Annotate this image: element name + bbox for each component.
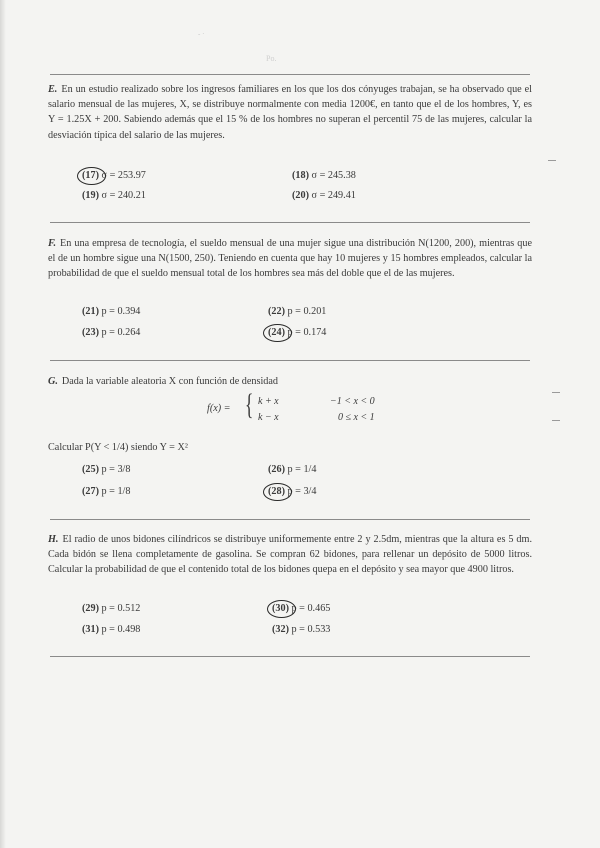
brace: { xyxy=(244,388,254,421)
option-value: p = 0.465 xyxy=(291,603,331,614)
option-number: (23) xyxy=(82,327,99,338)
option-23[interactable] xyxy=(82,327,140,338)
option-18[interactable] xyxy=(292,170,356,181)
problem-e-letter: E. xyxy=(48,84,58,95)
option-value: σ = 240.21 xyxy=(101,190,146,201)
option-value: p = 0.394 xyxy=(101,306,141,317)
option-26[interactable] xyxy=(268,464,316,475)
option-number: (20) xyxy=(292,190,309,201)
option-number: (30) xyxy=(272,603,289,614)
problem-h-statement xyxy=(48,532,532,578)
option-31[interactable] xyxy=(82,624,140,635)
problem-g-text: Dada la variable aleatoria X con función de densidad xyxy=(61,376,279,387)
option-value: p = 0.174 xyxy=(287,327,327,338)
option-number: (18) xyxy=(292,170,309,181)
option-number: (29) xyxy=(82,603,99,614)
header-mark: - · xyxy=(198,30,205,38)
divider xyxy=(50,519,530,520)
problem-g-statement xyxy=(48,374,532,389)
option-number: (17) xyxy=(82,170,99,181)
option-number: (31) xyxy=(82,624,99,635)
option-number: (27) xyxy=(82,486,99,497)
problem-f-statement xyxy=(48,236,532,282)
option-20[interactable] xyxy=(292,190,356,201)
problem-g-question: Calcular P(Y < 1/4) siendo Y = X² xyxy=(48,442,188,453)
option-value: p = 0.264 xyxy=(101,327,141,338)
option-32[interactable] xyxy=(272,624,330,635)
option-value: σ = 249.41 xyxy=(311,190,356,201)
option-22[interactable] xyxy=(268,306,326,317)
option-25[interactable] xyxy=(82,464,130,475)
density-row1-cond: −1 < x < 0 xyxy=(330,396,375,407)
problem-h-text: El radio de unos bidones cilíndricos se distribuye uniformemente entre 2 y 2.5dm, mientras que la altura es 5 dm. Cada bidón se llena completamente de gasolina. Se compran 62 bidones, para rellenar un depósito de 5000 litros. Calcular la probabilidad de que el contenido total de los bidones quepa en el depósito y sea mayor que 4900 litros. xyxy=(48,534,532,576)
option-24[interactable] xyxy=(268,327,326,338)
option-value: p = 1/8 xyxy=(101,486,131,497)
problem-g xyxy=(48,374,532,389)
option-value: p = 0.201 xyxy=(287,306,327,317)
option-number: (25) xyxy=(82,464,99,475)
option-number: (19) xyxy=(82,190,99,201)
option-value: p = 0.498 xyxy=(101,624,141,635)
density-row2-cond: 0 ≤ x < 1 xyxy=(338,412,375,423)
problem-f-text: En una empresa de tecnología, el sueldo mensual de una mujer sigue una distribución N(1200, 200), mientras que el de un hombre sigue una N(1500, 250). Teniendo en cuenta que hay 10 mujeres y 15 hombres empleados, calcular la probabilidad de que el sueldo mensual total de los hombres sea más del doble que el de las mujeres. xyxy=(48,238,532,280)
option-27[interactable] xyxy=(82,486,130,497)
density-lhs: f(x) = xyxy=(207,403,231,414)
problem-e-statement xyxy=(48,82,532,143)
problem-h-letter: H. xyxy=(48,534,59,545)
option-30[interactable] xyxy=(272,603,330,614)
option-number: (24) xyxy=(268,327,285,338)
option-number: (26) xyxy=(268,464,285,475)
option-28[interactable] xyxy=(268,486,316,497)
scan-edge xyxy=(0,0,6,848)
problem-e-text: En un estudio realizado sobre los ingresos familiares en los que los dos cónyuges trabajan, se ha observado que el salario mensual de las mujeres, X, se distribuye normalmente con media 1200€, en tanto que el de los hombres, Y, es Y = 1.25X + 200. Sabiendo además que el 15 % de los hombres no superan el percentil 75 de las mujeres, calcular la desviación típica del salario de las mujeres. xyxy=(48,84,532,141)
margin-tick xyxy=(552,420,560,421)
problem-g-letter: G. xyxy=(48,376,58,387)
option-value: p = 3/8 xyxy=(101,464,131,475)
divider xyxy=(50,360,530,361)
density-row1-expr: k + x xyxy=(258,396,279,407)
option-number: (21) xyxy=(82,306,99,317)
option-value: σ = 245.38 xyxy=(311,170,356,181)
option-17[interactable] xyxy=(82,170,146,181)
problem-f-letter: F. xyxy=(48,238,57,249)
option-21[interactable] xyxy=(82,306,140,317)
option-number: (22) xyxy=(268,306,285,317)
margin-tick xyxy=(552,392,560,393)
option-29[interactable] xyxy=(82,603,140,614)
divider xyxy=(50,74,530,75)
option-value: p = 0.533 xyxy=(291,624,331,635)
option-value: σ = 253.97 xyxy=(101,170,146,181)
option-number: (28) xyxy=(268,486,285,497)
problem-f xyxy=(48,236,532,282)
problem-e xyxy=(48,82,532,143)
option-value: p = 1/4 xyxy=(287,464,317,475)
density-row2-expr: k − x xyxy=(258,412,279,423)
margin-tick xyxy=(548,160,556,161)
option-value: p = 0.512 xyxy=(101,603,141,614)
header-mark-2: Po. xyxy=(266,54,277,63)
divider xyxy=(50,222,530,223)
option-number: (32) xyxy=(272,624,289,635)
problem-h xyxy=(48,532,532,578)
option-value: p = 3/4 xyxy=(287,486,317,497)
option-19[interactable] xyxy=(82,190,146,201)
divider xyxy=(50,656,530,657)
